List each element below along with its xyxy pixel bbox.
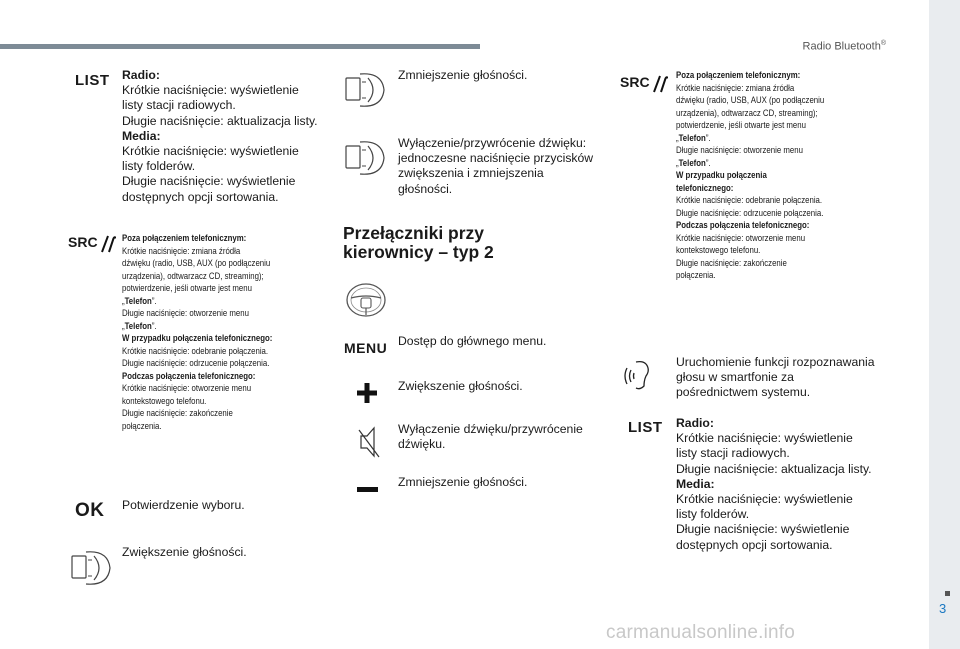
mute-description: Wyłączenie/przywrócenie dźwięku: jednoczesne naciśnięcie przycisków zwiększenia i zmniejszenia głośności. <box>398 136 594 196</box>
watermark: carmanualsonline.info <box>606 622 796 643</box>
page-marker <box>945 591 950 596</box>
minus-description: Zmniejszenie głośności. <box>398 475 528 489</box>
ok-button-icon: OK <box>75 500 105 521</box>
menu-button-icon: MENU <box>344 340 388 356</box>
plus-icon <box>356 382 378 404</box>
header-rule <box>0 44 480 49</box>
page-number: 3 <box>939 601 947 616</box>
mute2-description: Wyłączenie dźwięku/przywrócenie dźwięku. <box>398 422 583 452</box>
plus-description: Zwiększenie głośności. <box>398 379 523 393</box>
section-title: Radio Bluetooth® <box>802 40 886 53</box>
volume-up-description: Zwiększenie głośności. <box>122 545 247 559</box>
ok-description: Potwierdzenie wyboru. <box>122 498 245 512</box>
src-phone-icon-2: SRC <box>620 72 668 94</box>
mute-speaker-icon <box>358 424 380 460</box>
list-button-icon: LIST <box>75 72 110 89</box>
volume-wheel-down-icon <box>344 70 388 110</box>
minus-icon <box>357 487 378 492</box>
voice-recognition-icon <box>622 358 658 392</box>
src-phone-icon: SRC <box>68 232 116 254</box>
list-description-2: Radio: Krótkie naciśnięcie: wyświetlenie listy stacji radiowych. Długie naciśnięcie: aktualizacja listy. Media: Krótkie naciśnięcie: wyświetlenie listy folderów. Długie naciśnięcie: wyświetlenie dostępnych opcji sortowania. <box>676 416 872 552</box>
menu-description: Dostęp do głównego menu. <box>398 334 547 348</box>
volume-wheel-up-icon <box>70 548 114 588</box>
section-heading: Przełączniki przy kierownicy – typ 2 <box>343 223 494 262</box>
steering-wheel-icon <box>344 280 388 320</box>
list-description: Radio: Krótkie naciśnięcie: wyświetlenie listy stacji radiowych. Długie naciśnięcie: aktualizacja listy. Media: Krótkie naciśnięcie: wyświetlenie listy folderów. Długie naciśnięcie: wyświetlenie dostępnych opcji sortowania. <box>122 68 318 204</box>
src-description-2: Poza połączeniem telefonicznym: Krótkie naciśnięcie: zmiana źródła dźwięku (radio, USB, AUX (po podłączeniu urządzenia), odtwarzacz CD, streaming); potwierdzenie, jeśli otwarte jest menu „Telefon”. Długie naciśnięcie: otworzenie menu „Telefon”. W przypadku połączenia telefonicznego: Krótkie naciśnięcie: odebranie połączenia. Długie naciśnięcie: odrzucenie połączenia. Podczas połączenia telefonicznego: Krótkie naciśnięcie: otworzenie menu kontekstowego telefonu. Długie naciśnięcie: zakończenie połączenia. <box>676 70 825 280</box>
list-button-icon-2: LIST <box>628 419 663 436</box>
volume-wheel-mute-icon <box>344 138 388 178</box>
voice-description: Uruchomienie funkcji rozpoznawania głosu w smartfonie za pośrednictwem systemu. <box>676 355 875 400</box>
volume-down-description: Zmniejszenie głośności. <box>398 68 528 82</box>
src-description: Poza połączeniem telefonicznym: Krótkie naciśnięcie: zmiana źródła dźwięku (radio, USB, AUX (po podłączeniu urządzenia), odtwarzacz CD, streaming); potwierdzenie, jeśli otwarte jest menu „Telefon”. Długie naciśnięcie: otworzenie menu „Telefon”. W przypadku połączenia telefonicznego: Krótkie naciśnięcie: odebranie połączenia. Długie naciśnięcie: odrzucenie połączenia. Podczas połączenia telefonicznego: Krótkie naciśnięcie: otworzenie menu kontekstowego telefonu. Długie naciśnięcie: zakończenie połączenia. <box>122 233 273 431</box>
page-sidebar <box>929 0 960 649</box>
